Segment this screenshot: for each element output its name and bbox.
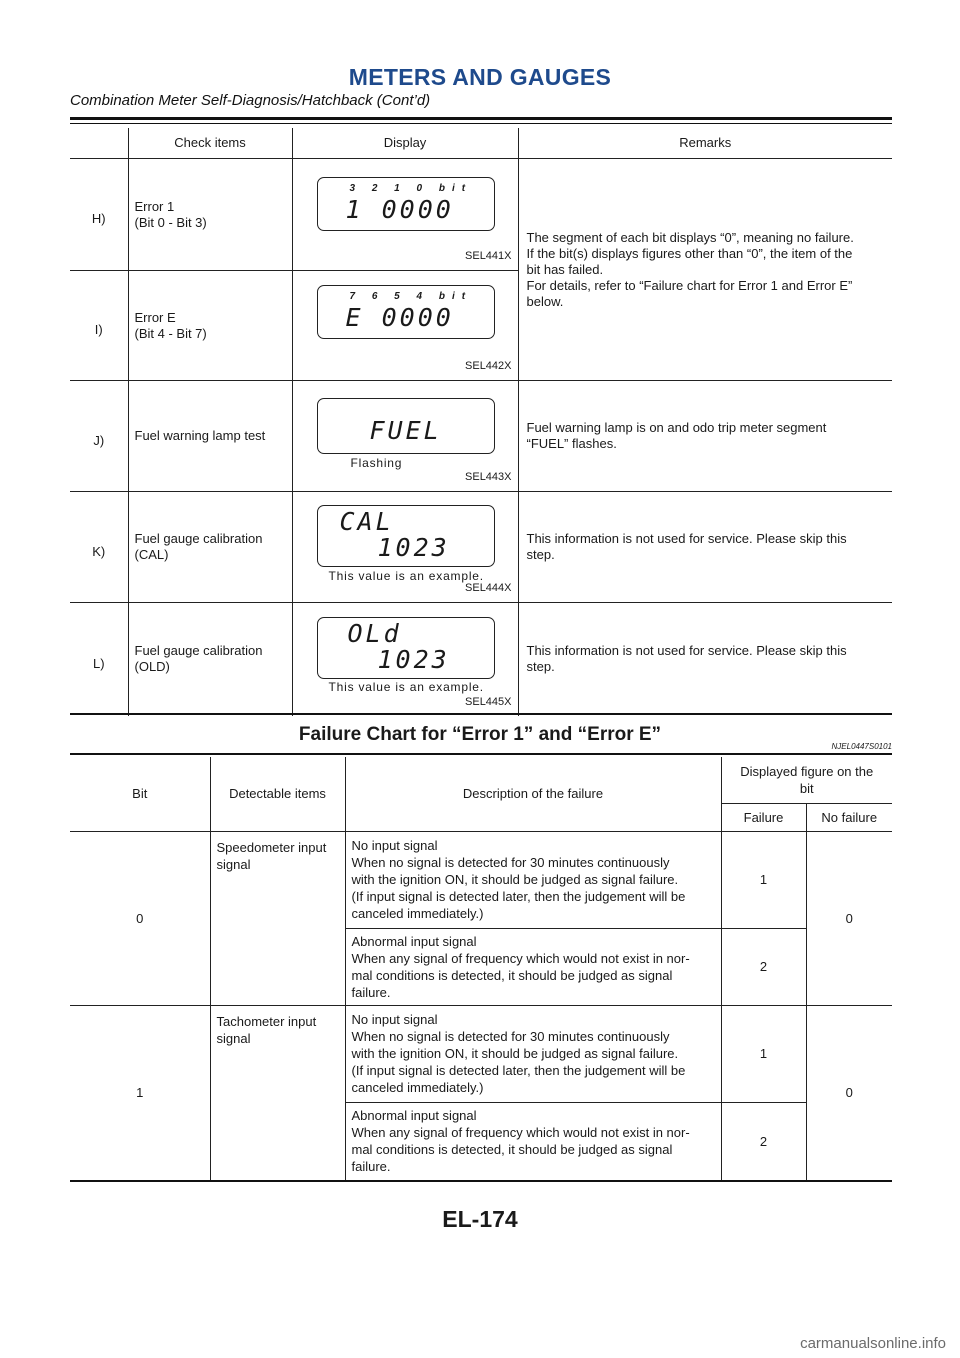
lcd-segment-text: 1 0000 bbox=[345, 195, 454, 224]
figure-code: SEL441X bbox=[465, 250, 512, 262]
lcd-panel bbox=[317, 617, 495, 679]
table-row bbox=[70, 831, 892, 928]
col-failure: Failure bbox=[721, 803, 806, 831]
lcd-caption: Flashing bbox=[350, 456, 403, 470]
error-remarks: The segment of each bit displays “0”, meaning no failure. If the bit(s) displays figures other than “0”, the item of the bit has failed. For details, refer to “Failure chart for Error 1 and Error E” below. bbox=[518, 159, 892, 381]
failure-description: No input signal When no signal is detected for 30 minutes continuously with the ignition ON, it should be judged as signal failure. (If input signal is detected later, then the judgement will be canceled immediately.) bbox=[345, 1005, 721, 1102]
lcd-caption: This value is an example. bbox=[328, 569, 484, 583]
table-row bbox=[70, 159, 892, 271]
lcd-line-2: 1023 bbox=[377, 645, 450, 674]
table-row bbox=[70, 603, 892, 716]
failure-description: No input signal When no signal is detected for 30 minutes continuously with the ignition ON, it should be judged as signal failure. (If input signal is detected later, then the judgement will be canceled immediately.) bbox=[345, 831, 721, 928]
table-bottom-rule bbox=[70, 713, 892, 715]
lcd-panel bbox=[317, 177, 495, 231]
section-title: Failure Chart for “Error 1” and “Error E” bbox=[298, 724, 662, 745]
check-item: Fuel gauge calibration (OLD) bbox=[128, 603, 292, 716]
bit-number: 0 bbox=[70, 831, 210, 1005]
lcd-bit-labels: 7 6 5 4 bit bbox=[349, 291, 473, 302]
check-items-table bbox=[70, 128, 892, 716]
table-row bbox=[70, 381, 892, 492]
failure-description: Abnormal input signal When any signal of frequency which would not exist in nor- mal conditions is detected, it should be judged as signal failure. bbox=[345, 928, 721, 1005]
lcd-panel bbox=[317, 398, 495, 454]
figure-code: SEL443X bbox=[465, 471, 512, 483]
col-displayed-figure: Displayed figure on the bit bbox=[721, 757, 892, 803]
table-row bbox=[70, 492, 892, 603]
failure-description: Abnormal input signal When any signal of frequency which would not exist in nor- mal conditions is detected, it should be judged as signal failure. bbox=[345, 1102, 721, 1180]
check-item: Fuel warning lamp test bbox=[128, 381, 292, 492]
row-label: K) bbox=[70, 492, 128, 603]
col-remarks: Remarks bbox=[518, 128, 892, 159]
table-header-row bbox=[70, 128, 892, 159]
header-rule-thick bbox=[70, 117, 892, 120]
col-check-items: Check items bbox=[128, 128, 292, 159]
row-label: I) bbox=[70, 271, 128, 381]
lcd-display-figure bbox=[292, 381, 518, 492]
lcd-line-2: 1023 bbox=[377, 533, 450, 562]
table-row bbox=[70, 1005, 892, 1102]
section-top-rule bbox=[70, 753, 892, 755]
check-item: Error 1 (Bit 0 - Bit 3) bbox=[128, 159, 292, 271]
check-item: Error E (Bit 4 - Bit 7) bbox=[128, 271, 292, 381]
check-item: Fuel gauge calibration (CAL) bbox=[128, 492, 292, 603]
failure-value: 2 bbox=[721, 1102, 806, 1180]
no-failure-value: 0 bbox=[806, 831, 892, 1005]
section-code: NJEL0447S0101 bbox=[831, 742, 892, 751]
lcd-bit-labels: 3 2 1 0 bit bbox=[349, 183, 473, 194]
watermark: carmanualsonline.info bbox=[800, 1335, 946, 1352]
page-title: METERS AND GAUGES bbox=[348, 64, 612, 90]
detectable-item: Tachometer input signal bbox=[210, 1005, 345, 1180]
row-label: J) bbox=[70, 381, 128, 492]
figure-code: SEL444X bbox=[465, 582, 512, 594]
remarks: This information is not used for service. Please skip this step. bbox=[518, 492, 892, 603]
lcd-caption: This value is an example. bbox=[328, 680, 484, 694]
page-subtitle: Combination Meter Self-Diagnosis/Hatchback (Cont’d) bbox=[70, 92, 431, 109]
col-no-failure: No failure bbox=[806, 803, 892, 831]
failure-value: 1 bbox=[721, 1005, 806, 1102]
col-detectable-items: Detectable items bbox=[210, 757, 345, 831]
lcd-display-figure bbox=[292, 492, 518, 603]
lcd-segment-text: FUEL bbox=[369, 416, 442, 445]
no-failure-value: 0 bbox=[845, 1085, 853, 1101]
col-display: Display bbox=[292, 128, 518, 159]
table-header-row bbox=[70, 757, 892, 803]
lcd-display-figure bbox=[292, 271, 518, 381]
failure-value: 1 bbox=[721, 831, 806, 928]
lcd-display-figure bbox=[292, 603, 518, 716]
remarks: Fuel warning lamp is on and odo trip meter segment “FUEL” flashes. bbox=[518, 381, 892, 492]
row-label: H) bbox=[70, 159, 128, 271]
section-bottom-rule bbox=[70, 1180, 892, 1182]
failure-chart-table bbox=[70, 757, 892, 1180]
lcd-panel bbox=[317, 505, 495, 567]
col-description: Description of the failure bbox=[345, 757, 721, 831]
remarks: This information is not used for service. Please skip this step. bbox=[526, 643, 847, 675]
header-rule-thin bbox=[70, 123, 892, 124]
page-number: EL-174 bbox=[442, 1206, 518, 1232]
lcd-line-1: CAL bbox=[339, 507, 394, 536]
figure-code: SEL445X bbox=[465, 695, 512, 708]
row-label: L) bbox=[70, 603, 128, 716]
failure-value: 2 bbox=[721, 928, 806, 1005]
lcd-display-figure bbox=[292, 159, 518, 271]
figure-code: SEL442X bbox=[465, 360, 512, 372]
bit-number: 1 bbox=[70, 1005, 210, 1180]
col-bit: Bit bbox=[70, 757, 210, 831]
detectable-item: Speedometer input signal bbox=[210, 831, 345, 1005]
lcd-panel bbox=[317, 285, 495, 339]
lcd-line-1: OLd bbox=[347, 619, 402, 648]
lcd-segment-text: E 0000 bbox=[345, 303, 454, 332]
